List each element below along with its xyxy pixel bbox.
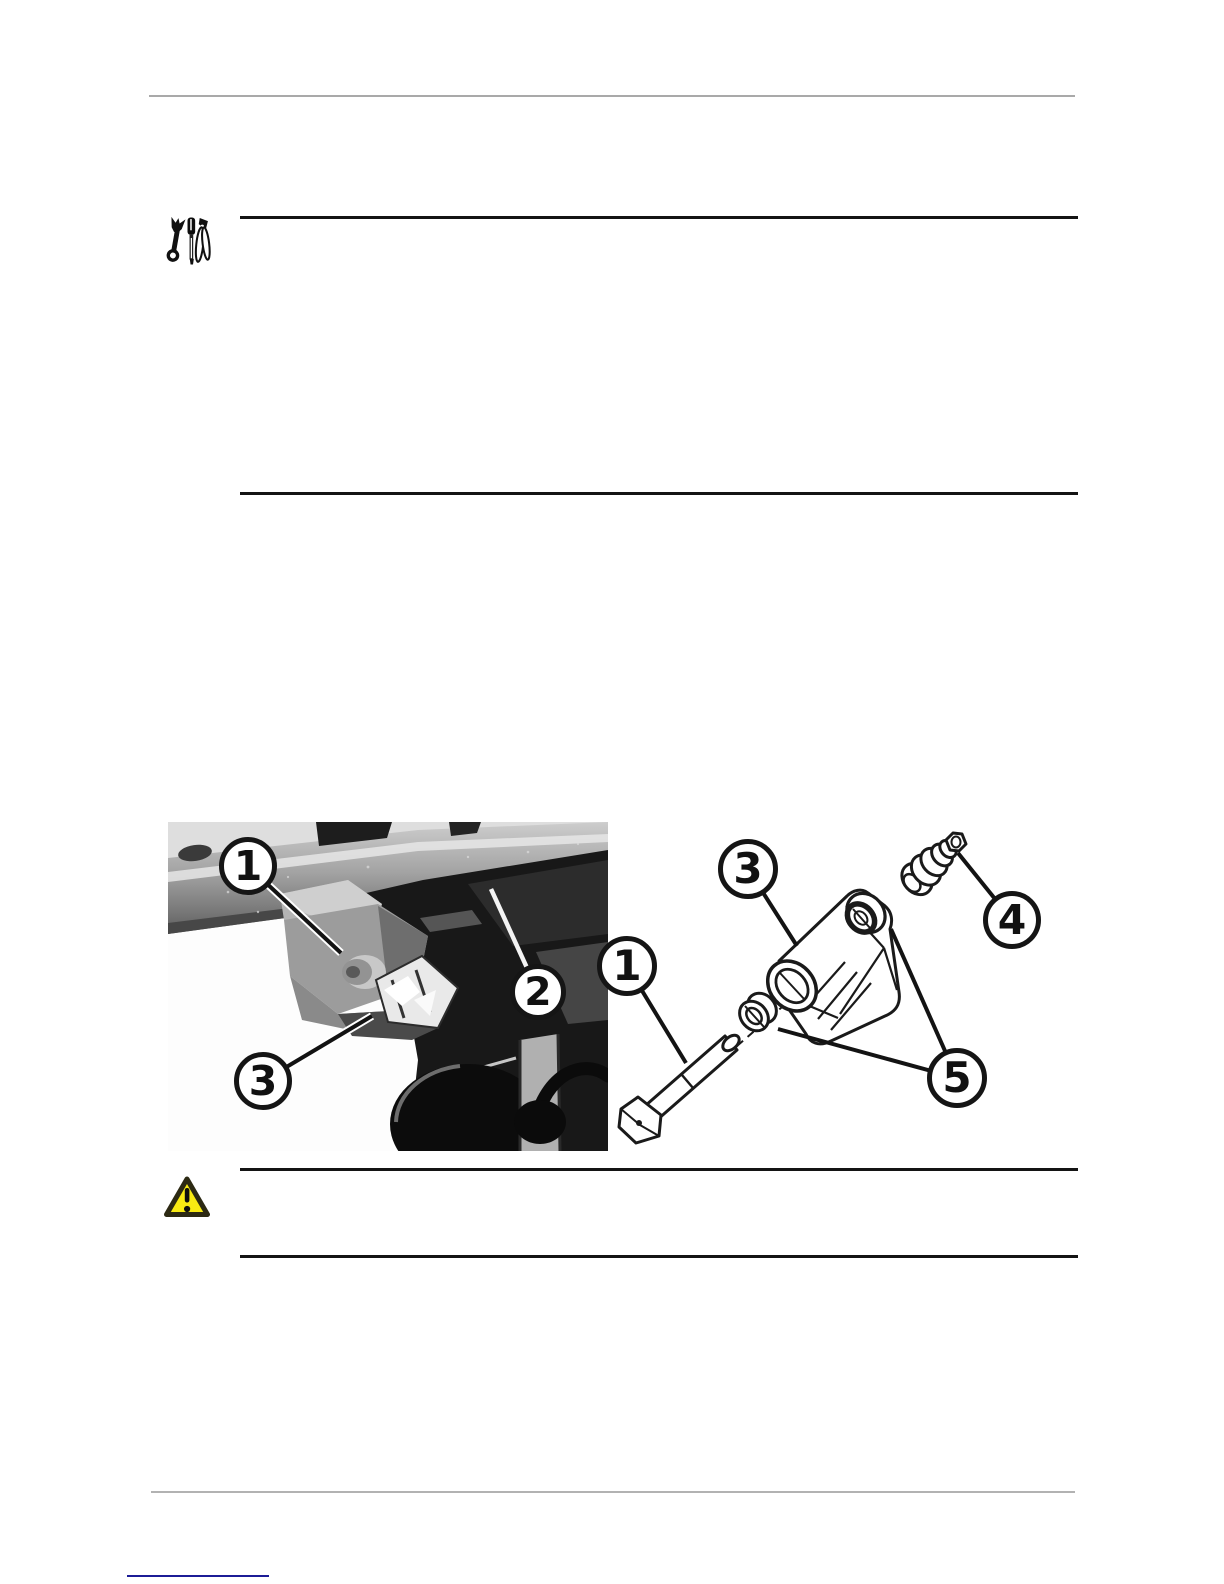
callout-diagram-5 [927, 1048, 987, 1108]
callout-label: 2 [524, 969, 552, 1015]
warning-section-top-rule [240, 1168, 1078, 1171]
figure-engine-mount [120, 800, 1090, 1168]
footer-link[interactable] [127, 1562, 269, 1577]
pliers-icon [194, 218, 211, 262]
tools-icon [163, 216, 211, 267]
callout-label: 4 [997, 895, 1027, 944]
wrench-icon [164, 217, 186, 263]
warning-triangle-icon [164, 1176, 210, 1217]
callout-photo-3 [234, 1052, 292, 1110]
callout-label: 1 [612, 941, 642, 990]
footer-rule [151, 1491, 1075, 1493]
warning-section-bottom-rule [240, 1255, 1078, 1258]
callout-photo-1 [219, 837, 277, 895]
callout-diagram-3 [718, 839, 778, 899]
callout-label: 1 [233, 841, 263, 890]
exclamation-mark [185, 1188, 190, 1203]
callout-label: 3 [733, 844, 763, 893]
screwdriver-icon [188, 218, 196, 265]
callout-photo-2 [510, 964, 566, 1020]
header-rule [149, 95, 1075, 97]
callout-diagram-4 [983, 891, 1041, 949]
tools-section-top-rule [240, 216, 1078, 219]
tools-section-bottom-rule [240, 492, 1078, 495]
callout-diagram-1 [597, 936, 657, 996]
callout-label: 5 [942, 1053, 972, 1102]
callout-label: 3 [248, 1056, 278, 1105]
